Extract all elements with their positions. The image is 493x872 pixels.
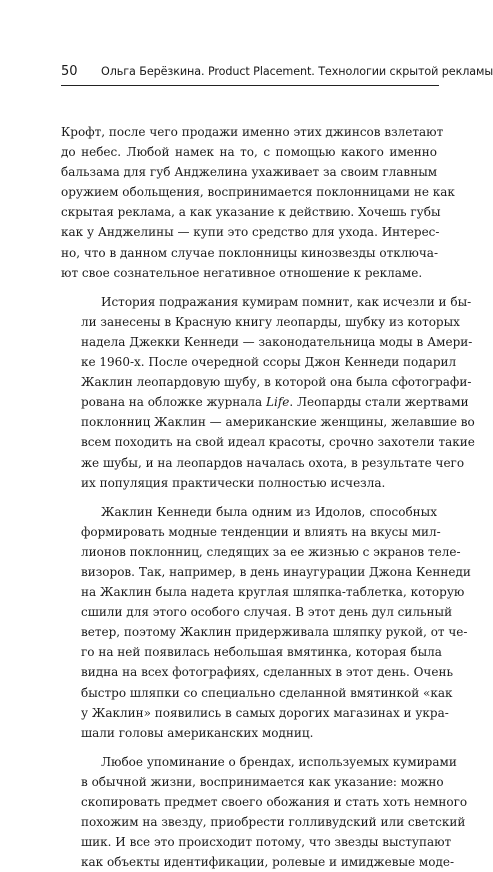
text-line: сшили для этого особого случая. В этот день дул сильный <box>81 605 453 620</box>
text-line: видна на всех фотографиях, сделанных в этот день. Очень <box>81 665 453 680</box>
text-line: на Жаклин была надета круглая шляпка-таблетка, которую <box>81 585 465 600</box>
text-line: оружием обольщения, воспринимается поклонницами не как <box>61 185 455 200</box>
text-line: скрытая реклама, а как указание к действию. Хочешь губы <box>61 205 441 220</box>
paragraph <box>61 502 471 743</box>
text-line: же шубы, и на леопардов началась охота, в результате чего <box>81 455 465 470</box>
text-line: формировать модные тенденции и влиять на вкусы мил- <box>81 524 441 539</box>
text-line: поклонниц Жаклин — американские женщины, желавшие во <box>81 415 475 430</box>
running-title: Ольга Берёзкина. Product Placement. Технологии скрытой рекламы <box>101 65 493 78</box>
text-line: ли занесены в Красную книгу леопарды, шубку из которых <box>81 314 460 329</box>
text-line: Жаклин леопардовую шубу, в которой она была сфотографи- <box>81 375 472 390</box>
text-line: до небес. Любой намек на то, с помощью какого именно <box>61 145 437 160</box>
text-line: шик. И все это происходит потому, что звезды выступают <box>81 835 452 850</box>
paragraph <box>61 122 455 283</box>
running-head <box>61 62 493 82</box>
text-line: го на ней появилась небольшая вмятинка, которая была <box>81 645 442 660</box>
body-text <box>61 122 475 872</box>
text-line: рована на обложке журнала Life. Леопарды стали жертвами <box>81 395 469 410</box>
page-number: 50 <box>61 64 78 79</box>
text-line: Жаклин Кеннеди была одним из Идолов, способных <box>101 504 437 519</box>
paragraph <box>61 752 468 872</box>
text-line: похожим на звезду, приобрести голливудский или светский <box>81 815 466 830</box>
text-line: их популяция практически полностью исчезла. <box>81 475 386 490</box>
text-line: у Жаклин» появились в самых дорогих магазинах и укра- <box>81 705 449 720</box>
text-line: но, что в данном случае поклонницы кинозвезды отключа- <box>61 245 438 260</box>
text-line: как у Анджелины — купи это средство для ухода. Интерес- <box>61 225 440 240</box>
text-line: Крофт, после чего продажи именно этих джинсов взлетают <box>61 125 444 139</box>
text-line: бальзама для губ Анджелина ухаживает за своим главным <box>61 165 438 180</box>
text-line: как объекты идентификации, ролевые и имиджевые моде- <box>81 855 455 870</box>
text-line: шали головы американских модниц. <box>81 725 314 740</box>
text-line: скопировать предмет своего обожания и стать хоть немного <box>81 795 468 809</box>
header-rule <box>61 85 439 86</box>
text-line: ют свое сознательное негативное отношение к рекламе. <box>61 265 423 280</box>
text-line: надела Джекки Кеннеди — законодательница моды в Амери- <box>81 334 473 349</box>
paragraph <box>61 292 475 493</box>
text-line: лионов поклонниц, следящих за ее жизнью с экранов теле- <box>81 544 461 559</box>
text-line: Любое упоминание о брендах, используемых кумирами <box>101 754 457 769</box>
text-line: ке 1960-х. После очередной ссоры Джон Кеннеди подарил <box>81 355 457 370</box>
text-line: в обычной жизни, воспринимается как указание: можно <box>81 774 444 789</box>
text-line: ветер, поэтому Жаклин придерживала шляпку рукой, от че- <box>81 625 468 640</box>
text-line: быстро шляпки со специально сделанной вмятинкой «как <box>81 685 453 700</box>
text-line: визоров. Так, например, в день инаугурации Джона Кеннеди <box>81 564 471 579</box>
text-line: История подражания кумирам помнит, как исчезли и бы- <box>101 294 472 309</box>
text-line: всем походить на свой идеал красоты, срочно захотели такие <box>81 435 475 450</box>
